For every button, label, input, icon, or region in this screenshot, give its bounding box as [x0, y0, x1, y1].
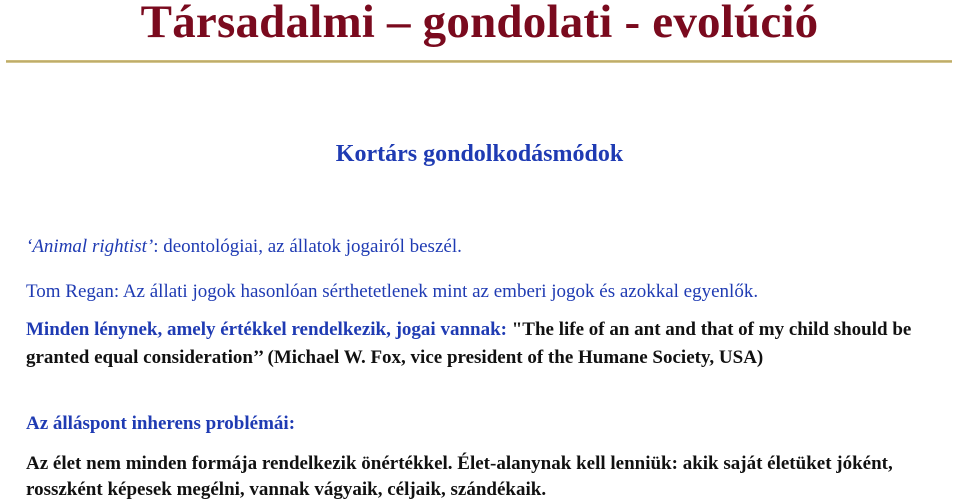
animal-rightist-line	[26, 236, 462, 258]
slide-subtitle: Kortárs gondolkodásmódok	[335, 141, 624, 167]
life-subject-paragraph: Az élet nem minden formája rendelkezik önértékkel. Élet-alanynak kell lenniük: akik saját életüket jóként, rosszként képesek megélni, vannak vágyaik, céljaik, szándékaik.	[26, 453, 893, 500]
fox-quote: "The life of an ant and that of my child should be granted equal consideration’’ (Michael W. Fox, vice president of the Humane Society, USA)	[26, 319, 912, 368]
title-divider	[6, 60, 952, 63]
animal-rightist-term: ‘Animal rightist’	[26, 236, 154, 257]
rights-quote-paragraph	[26, 316, 936, 371]
inherent-problems-heading: Az álláspont inherens problémái:	[26, 413, 296, 434]
animal-rightist-description: : deontológiai, az állatok jogairól beszél.	[153, 236, 462, 257]
tom-regan-line: Tom Regan: Az állati jogok hasonlóan sérthetetlenek mint az emberi jogok és azokkal egyenlők.	[26, 281, 759, 302]
slide-title: Társadalmi – gondolati - evolúció	[140, 0, 819, 48]
rights-statement: Minden lénynek, amely értékkel rendelkezik, jogai vannak:	[26, 319, 507, 340]
